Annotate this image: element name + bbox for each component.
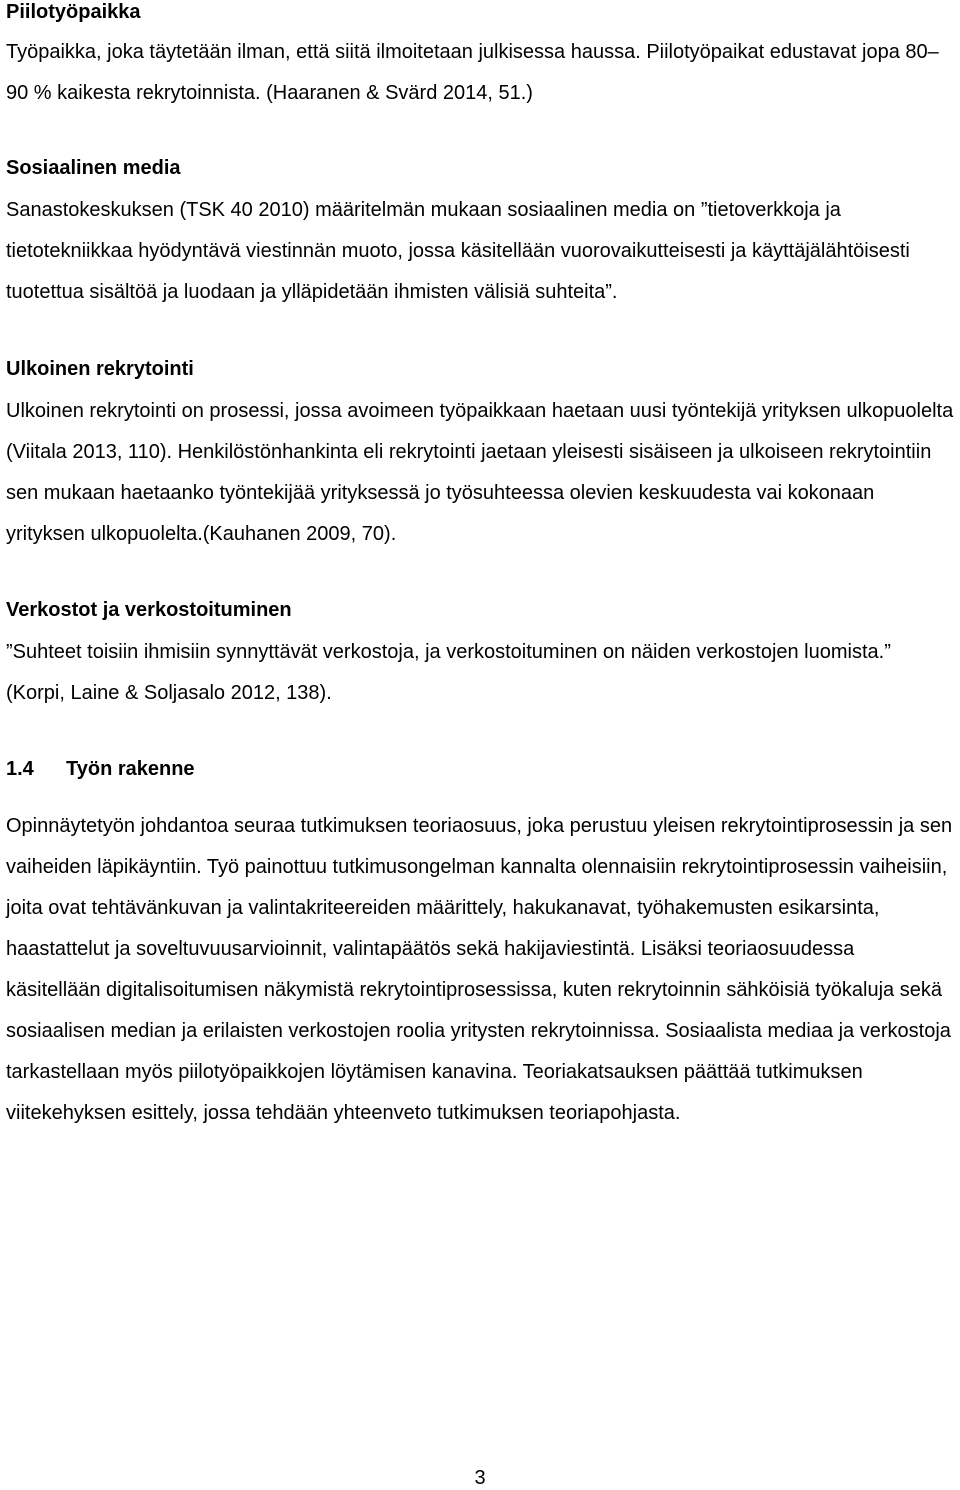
term-title-sosiaalinen-media: Sosiaalinen media: [6, 157, 181, 179]
term-title-verkostot: Verkostot ja verkostoituminen: [6, 599, 292, 621]
term-definition-verkostot: ”Suhteet toisiin ihmisiin synnyttävät verkostoja, ja verkostoituminen on näiden verkostojen luomista.” (Korpi, Laine & Soljasalo 2012, 138).: [6, 641, 891, 704]
term-title-ulkoinen-rekrytointi: Ulkoinen rekrytointi: [6, 358, 194, 380]
term-definition-sosiaalinen-media: Sanastokeskuksen (TSK 40 2010) määritelmän mukaan sosiaalinen media on ”tietoverkkoja ja tietotekniikkaa hyödyntävä viestinnän muoto, jossa käsitellään vuorovaikutteisesti ja käyttäjälähtöisesti tuotettua sisältöä ja luodaan ja ylläpidetään ihmisten välisiä suhteita”.: [6, 199, 910, 303]
section-number: 1.4: [6, 758, 34, 780]
section-body-tyon-rakenne: Opinnäytetyön johdantoa seuraa tutkimuksen teoriaosuus, joka perustuu yleisen rekrytointiprosessin ja sen vaiheiden läpikäyntiin. Työ painottuu tutkimusongelman kannalta olennaisiin rekrytointiprosessin vaiheisiin, joita ovat tehtävänkuvan ja valintakriteereiden määrittely, hakukanavat, työhakemusten esikarsinta, haastattelut ja soveltuvuusarvioinnit, valintapäätös sekä hakijaviestintä. Lisäksi teoriaosuudessa käsitellään digitalisoitumisen näkymistä rekrytointiprosessissa, kuten rekrytoinnin sähköisiä työkaluja sekä sosiaalisen median ja erilaisten verkostojen roolia yritysten rekrytoinnissa. Sosiaalista mediaa ja verkostoja tarkastellaan myös piilotyöpaikkojen löytämisen kanavina. Teoriakatsauksen päättää tutkimuksen viitekehyksen esittely, jossa tehdään yhteenveto tutkimuksen teoriapohjasta.: [6, 815, 953, 1124]
document-page: [6, 0, 954, 1134]
term-definition-piilotyopaikka: Työpaikka, joka täytetään ilman, että siitä ilmoitetaan julkisessa haussa. Piilotyöpaikat edustavat jopa 80–90 % kaikesta rekrytoinnista. (Haaranen & Svärd 2014, 51.): [6, 41, 939, 104]
term-title-piilotyopaikka: Piilotyöpaikka: [6, 1, 141, 23]
term-definition-ulkoinen-rekrytointi: Ulkoinen rekrytointi on prosessi, jossa avoimeen työpaikkaan haetaan uusi työntekijä yrityksen ulkopuolelta (Viitala 2013, 110). Henkilöstönhankinta eli rekrytointi jaetaan yleisesti sisäiseen ja ulkoiseen rekrytointiin sen mukaan haetaanko työntekijää yrityksessä jo työsuhteessa olevien keskuudesta vai kokonaan yrityksen ulkopuolelta.(Kauhanen 2009, 70).: [6, 400, 954, 545]
section-title: Työn rakenne: [66, 758, 195, 780]
section-heading-tyon-rakenne: [6, 757, 954, 781]
page-number: 3: [474, 1467, 486, 1489]
